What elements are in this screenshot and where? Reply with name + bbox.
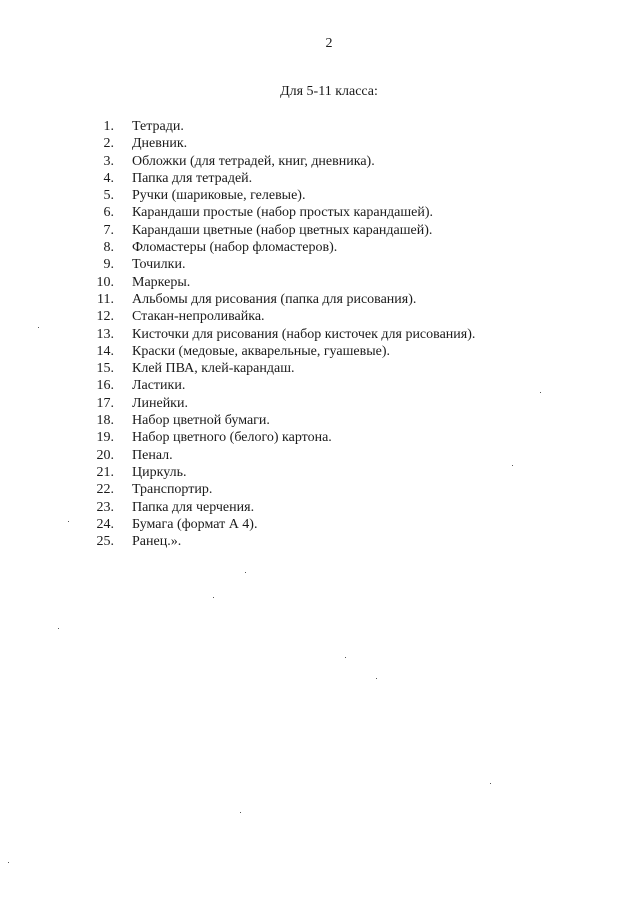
item-number: 14. bbox=[96, 343, 114, 359]
item-number: 4. bbox=[103, 170, 114, 186]
list-item bbox=[0, 343, 640, 360]
item-number: 1. bbox=[103, 119, 114, 134]
item-text: Линейки. bbox=[132, 395, 188, 411]
scan-speck bbox=[8, 862, 9, 863]
list-item bbox=[0, 464, 640, 481]
item-text: Набор цветной бумаги. bbox=[132, 413, 270, 429]
list-item bbox=[0, 308, 640, 325]
item-text: Обложки (для тетрадей, книг, дневника). bbox=[132, 153, 375, 169]
item-number: 20. bbox=[96, 447, 114, 463]
item-number: 6. bbox=[103, 205, 114, 221]
list-item bbox=[0, 377, 640, 394]
item-text: Карандаши простые (набор простых карандашей). bbox=[132, 205, 434, 221]
list-item bbox=[0, 153, 640, 170]
scan-speck bbox=[68, 521, 69, 522]
scan-speck bbox=[213, 597, 214, 598]
item-text: Транспортир. bbox=[132, 482, 213, 498]
item-number: 15. bbox=[96, 361, 114, 377]
page-number: 2 bbox=[325, 36, 333, 51]
scan-speck bbox=[490, 783, 491, 784]
item-text: Ластики. bbox=[132, 378, 186, 394]
list-item bbox=[0, 481, 640, 498]
item-text: Маркеры. bbox=[132, 274, 191, 290]
item-text: Пенал. bbox=[132, 447, 173, 463]
list-item bbox=[0, 239, 640, 256]
scan-speck bbox=[240, 812, 241, 813]
item-number: 12. bbox=[96, 309, 114, 325]
list-item bbox=[0, 170, 640, 187]
list-item bbox=[0, 533, 640, 550]
item-text: Карандаши цветные (набор цветных карандашей). bbox=[132, 222, 433, 238]
item-text: Набор цветного (белого) картона. bbox=[132, 430, 332, 446]
list-item bbox=[0, 499, 640, 516]
item-number: 5. bbox=[103, 188, 114, 204]
list-item bbox=[0, 135, 640, 152]
item-number: 11. bbox=[97, 291, 114, 307]
item-text: Альбомы для рисования (папка для рисования). bbox=[132, 291, 417, 307]
item-text: Ранец.». bbox=[132, 534, 182, 550]
item-number: 25. bbox=[96, 534, 114, 550]
scan-speck bbox=[38, 327, 39, 328]
item-number: 18. bbox=[96, 413, 114, 429]
item-number: 13. bbox=[96, 326, 114, 342]
item-text: Фломастеры (набор фломастеров). bbox=[132, 240, 338, 256]
supply-list bbox=[0, 118, 640, 550]
list-item bbox=[0, 274, 640, 291]
item-number: 2. bbox=[103, 136, 114, 152]
list-item bbox=[0, 256, 640, 273]
item-number: 21. bbox=[96, 464, 114, 480]
list-item bbox=[0, 222, 640, 239]
scan-speck bbox=[376, 678, 377, 679]
item-text: Бумага (формат А 4). bbox=[132, 516, 258, 532]
item-number: 19. bbox=[96, 430, 114, 446]
item-text: Стакан-непроливайка. bbox=[132, 309, 265, 325]
item-number: 9. bbox=[103, 257, 114, 273]
scan-speck bbox=[58, 628, 59, 629]
item-text: Точилки. bbox=[132, 257, 186, 273]
item-number: 3. bbox=[103, 153, 114, 169]
item-number: 8. bbox=[103, 240, 114, 256]
item-text: Тетради. bbox=[132, 119, 184, 134]
item-number: 16. bbox=[96, 378, 114, 394]
list-item bbox=[0, 118, 640, 135]
item-text: Клей ПВА, клей-карандаш. bbox=[132, 361, 295, 377]
item-text: Дневник. bbox=[132, 136, 188, 152]
list-item bbox=[0, 187, 640, 204]
list-item bbox=[0, 429, 640, 446]
item-text: Ручки (шариковые, гелевые). bbox=[132, 188, 306, 204]
scan-speck bbox=[245, 572, 246, 573]
scan-speck bbox=[540, 392, 541, 393]
item-number: 23. bbox=[96, 499, 114, 515]
item-text: Краски (медовые, акварельные, гуашевые). bbox=[132, 343, 390, 359]
item-number: 24. bbox=[96, 516, 114, 532]
section-heading: Для 5-11 класса: bbox=[280, 84, 378, 99]
item-text: Папка для черчения. bbox=[132, 499, 255, 515]
list-item bbox=[0, 412, 640, 429]
scan-speck bbox=[345, 657, 346, 658]
item-number: 7. bbox=[103, 222, 114, 238]
list-item bbox=[0, 326, 640, 343]
list-item bbox=[0, 291, 640, 308]
list-item bbox=[0, 204, 640, 221]
scan-speck bbox=[512, 465, 513, 466]
item-text: Кисточки для рисования (набор кисточек для рисования). bbox=[132, 326, 476, 342]
list-item bbox=[0, 447, 640, 464]
item-text: Циркуль. bbox=[132, 464, 187, 480]
list-item bbox=[0, 360, 640, 377]
item-number: 22. bbox=[96, 482, 114, 498]
item-number: 17. bbox=[96, 395, 114, 411]
item-number: 10. bbox=[96, 274, 114, 290]
item-text: Папка для тетрадей. bbox=[132, 170, 253, 186]
list-item bbox=[0, 395, 640, 412]
list-item bbox=[0, 516, 640, 533]
